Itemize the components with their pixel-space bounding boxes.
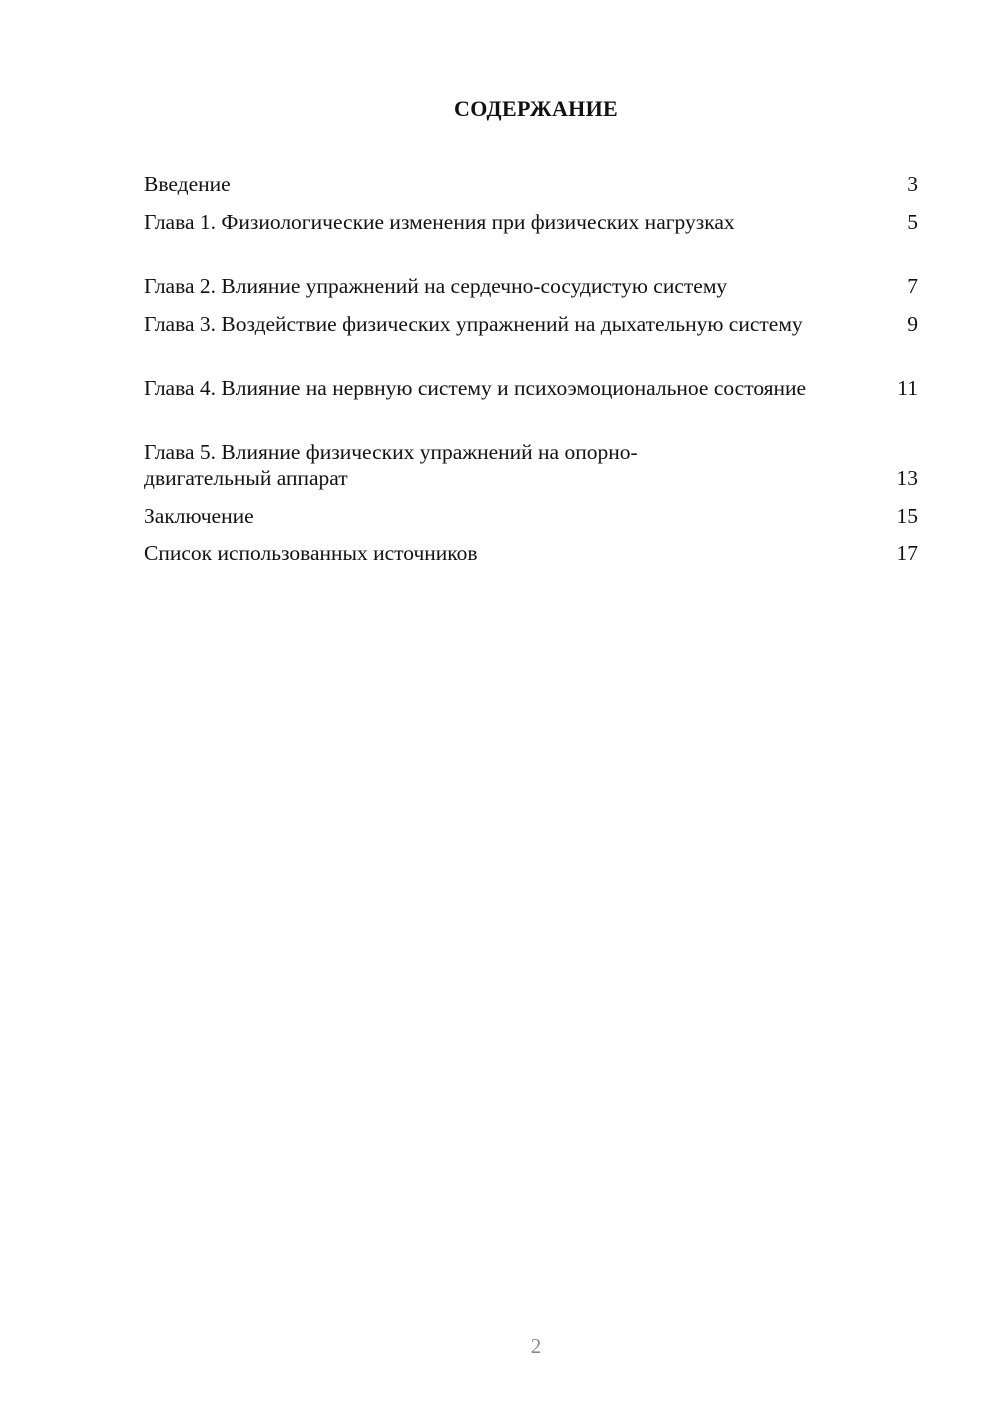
toc-entry-page: 15	[896, 504, 918, 528]
toc-entry-chapter-1	[144, 209, 918, 235]
toc-entry-chapter-4	[144, 375, 918, 401]
toc-entry-page: 3	[907, 172, 918, 196]
toc-entry-page: 13	[896, 466, 918, 490]
toc-entry-text: Глава 4. Влияние на нервную систему и психоэмоциональное состояние	[144, 376, 807, 400]
toc-entry-text: Глава 2. Влияние упражнений на сердечно-сосудистую систему	[144, 274, 728, 298]
page-number: 2	[530, 1334, 542, 1358]
toc-entry-page: 9	[907, 312, 918, 336]
toc-entry-introduction	[144, 171, 918, 197]
toc-entry-text: Глава 1. Физиологические изменения при физических нагрузках	[144, 210, 735, 234]
toc-entry-page: 5	[907, 210, 918, 234]
toc-entry-chapter-2	[144, 273, 918, 299]
toc-entry-text: Список использованных источников	[144, 541, 478, 565]
toc-entry-page: 17	[896, 541, 918, 565]
toc-entry-conclusion	[144, 503, 918, 529]
toc-entry-chapter-3	[144, 311, 918, 337]
toc-entry-text: Введение	[144, 172, 231, 196]
toc-entry-text: Глава 5. Влияние физических упражнений на опорно-двигательный аппарат	[144, 440, 638, 490]
toc-entry-chapter-5	[144, 439, 918, 491]
toc-entry-page: 7	[907, 274, 918, 298]
toc-entry-text: Глава 3. Воздействие физических упражнений на дыхательную систему	[144, 312, 803, 336]
toc-entry-text: Заключение	[144, 504, 254, 528]
toc-entry-page: 11	[897, 376, 918, 400]
toc-entry-references	[144, 540, 918, 566]
page-title: СОДЕРЖАНИЕ	[454, 96, 618, 121]
